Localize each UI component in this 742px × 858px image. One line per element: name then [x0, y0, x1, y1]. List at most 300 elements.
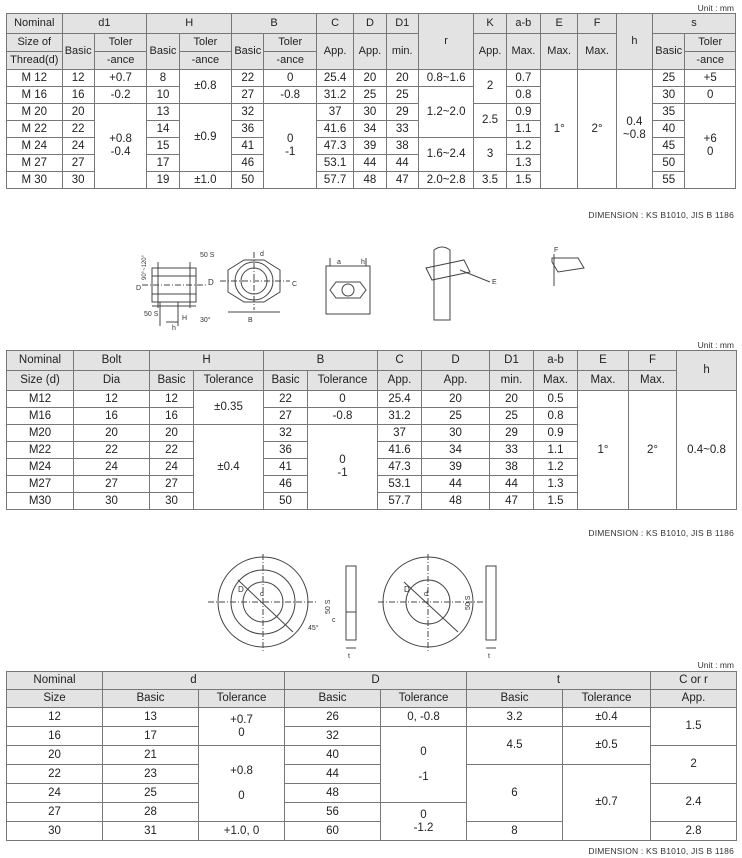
cell-D: 44 — [354, 155, 386, 172]
cell-ab: 1.2 — [506, 138, 540, 155]
cell-H: 16 — [150, 408, 194, 425]
hdr-D: D — [285, 672, 467, 690]
B-tol-minus: -1 — [285, 146, 296, 158]
cell-size: M20 — [7, 425, 74, 442]
hdr-max: Max. — [541, 34, 578, 70]
cell-size: M 27 — [7, 155, 63, 172]
cell-size: 24 — [7, 784, 103, 803]
fig2-label-c: c — [332, 617, 336, 624]
hdr-app: App. — [354, 34, 386, 70]
hdr-app: App. — [422, 371, 490, 391]
washer-drawings — [208, 552, 528, 662]
cell-d-tol: +1.0, 0 — [199, 822, 285, 841]
cell-t-tol: ±0.4 — [563, 708, 651, 727]
washer2-side-view — [486, 566, 496, 648]
cell-B-tol: 0 — [308, 391, 378, 408]
cell-ab: 1.3 — [534, 476, 578, 493]
hdr-F: F — [578, 14, 616, 34]
fig1-label-50s: 50 S — [200, 252, 215, 259]
cell-B: 36 — [232, 121, 264, 138]
cell-d1: 27 — [62, 155, 94, 172]
hdr-tolerance: Tolerance — [199, 690, 285, 708]
hdr-nominal: Nominal — [7, 351, 74, 371]
hdr-app: App. — [316, 34, 353, 70]
cell-C: 53.1 — [378, 476, 422, 493]
cell-B: 22 — [264, 391, 308, 408]
cell-F: 2° — [578, 70, 616, 189]
hdr-ance: -ance — [94, 52, 147, 70]
cell-h-line1: 0.4 — [626, 116, 643, 129]
cell-C: 47.3 — [378, 459, 422, 476]
cell-H-tol: ±0.9 — [179, 104, 232, 172]
cell-B-tol: 0 — [264, 70, 317, 87]
cell-D: 60 — [285, 822, 381, 841]
fig2-label-d2: d — [424, 591, 428, 598]
washer1-front-view — [208, 554, 318, 652]
cell-ab: 0.8 — [534, 408, 578, 425]
cell-B: 50 — [264, 493, 308, 510]
cell-ab: 1.3 — [506, 155, 540, 172]
cell-D1: 33 — [386, 121, 418, 138]
nut-ab-view — [326, 258, 370, 314]
cell-s-tol: 0 — [685, 87, 736, 104]
hdr-C: C — [378, 351, 422, 371]
cell-H: 14 — [147, 121, 179, 138]
hdr-basic: Basic — [264, 371, 308, 391]
cell-B: 50 — [232, 172, 264, 189]
hdr-B: B — [264, 351, 378, 371]
hdr-size: Size — [7, 690, 103, 708]
cell-c: 1.5 — [651, 708, 737, 746]
cell-D: 44 — [422, 476, 490, 493]
hdr-ab: a-b — [534, 351, 578, 371]
cell-c: 2 — [651, 746, 737, 784]
fig1-label-B: B — [248, 317, 253, 324]
cell-B: 27 — [232, 87, 264, 104]
hdr-tolerance: Tolerance — [381, 690, 467, 708]
hdr-app: App. — [474, 34, 506, 70]
cell-D: 20 — [422, 391, 490, 408]
cell-d: 21 — [103, 746, 199, 765]
hdr-basic: Basic — [147, 34, 179, 70]
hdr-toler: Toler — [179, 34, 232, 52]
hdr-basic: Basic — [150, 371, 194, 391]
cell-ab: 1.1 — [534, 442, 578, 459]
cell-B: 22 — [232, 70, 264, 87]
cell-size: 27 — [7, 803, 103, 822]
cell-d1: 24 — [62, 138, 94, 155]
B-tol-zero: 0 — [286, 133, 294, 146]
cell-C: 57.7 — [378, 493, 422, 510]
cell-h: 0.4~0.8 — [677, 391, 737, 510]
washer-table — [6, 671, 737, 841]
cell-d1-tol: +0.7 — [94, 70, 147, 87]
cell-C: 31.2 — [316, 87, 353, 104]
cell-D: 25 — [354, 87, 386, 104]
cell-D: 30 — [354, 104, 386, 121]
bolt-with-nut-view — [426, 247, 490, 320]
cell-c: 2.4 — [651, 784, 737, 822]
cell-D: 44 — [285, 765, 381, 784]
cell-B: 46 — [264, 476, 308, 493]
cell-B-tol — [264, 104, 317, 189]
cell-B: 36 — [264, 442, 308, 459]
hex-nut-drawings — [130, 240, 610, 330]
hdr-nominal: Nominal — [7, 672, 103, 690]
fig2-label-50s-b: 50 S — [465, 595, 472, 610]
hdr-thread: Thread(d) — [7, 52, 63, 70]
D-tol-zero: 0 — [420, 745, 427, 758]
cell-ab: 1.1 — [506, 121, 540, 138]
cell-E: 1° — [578, 391, 629, 510]
hdr-H: H — [147, 14, 232, 34]
hex-nut-style2-table — [6, 350, 737, 510]
cell-ab: 1.5 — [534, 493, 578, 510]
cell-D1: 25 — [386, 87, 418, 104]
cell-B: 41 — [264, 459, 308, 476]
cell-D1: 44 — [490, 476, 534, 493]
hdr-h: h — [677, 351, 737, 391]
hdr-d1: d1 — [62, 14, 147, 34]
hdr-basic: Basic — [285, 690, 381, 708]
cell-D1: 47 — [386, 172, 418, 189]
unit-label: Unit : mm — [697, 3, 734, 13]
cell-d1: 12 — [62, 70, 94, 87]
cell-D: 32 — [285, 727, 381, 746]
fig1-label-F: F — [554, 247, 559, 254]
cell-size: M12 — [7, 391, 74, 408]
cell-size: 12 — [7, 708, 103, 727]
cell-C: 37 — [316, 104, 353, 121]
cell-size: M 12 — [7, 70, 63, 87]
cell-size: M 16 — [7, 87, 63, 104]
cell-H: 17 — [147, 155, 179, 172]
cell-H: 12 — [150, 391, 194, 408]
cell-d-tol — [199, 708, 285, 746]
cell-d1-tol: -0.2 — [94, 87, 147, 104]
cell-d: 13 — [103, 708, 199, 727]
cell-B: 32 — [264, 425, 308, 442]
hdr-ance: -ance — [685, 52, 736, 70]
cell-size: M16 — [7, 408, 74, 425]
cell-t: 8 — [467, 822, 563, 841]
cell-K: 3.5 — [474, 172, 506, 189]
s-tol-zero: 0 — [706, 146, 714, 158]
nut-top-view — [220, 252, 290, 312]
cell-D: 30 — [422, 425, 490, 442]
cell-D1: 25 — [490, 408, 534, 425]
cell-d: 25 — [103, 784, 199, 803]
cell-h — [616, 70, 652, 189]
fig2-label-D: D — [238, 585, 244, 594]
cell-D1: 38 — [490, 459, 534, 476]
cell-C: 41.6 — [316, 121, 353, 138]
cell-ab: 0.9 — [506, 104, 540, 121]
cell-H: 27 — [150, 476, 194, 493]
hdr-ance: -ance — [179, 52, 232, 70]
d-tol-zero: 0 — [238, 789, 245, 802]
hdr-E: E — [578, 351, 629, 371]
cell-ab: 0.7 — [506, 70, 540, 87]
cell-H: 20 — [150, 425, 194, 442]
cell-D1: 29 — [386, 104, 418, 121]
cell-D1: 38 — [386, 138, 418, 155]
hdr-D1: D1 — [490, 351, 534, 371]
cell-d: 31 — [103, 822, 199, 841]
cell-s: 35 — [653, 104, 685, 121]
cell-C: 25.4 — [316, 70, 353, 87]
hdr-D: D — [422, 351, 490, 371]
d-tol-zero: 0 — [238, 726, 245, 739]
cell-H-tol: ±0.35 — [194, 391, 264, 425]
cell-D: 48 — [422, 493, 490, 510]
cell-H: 15 — [147, 138, 179, 155]
cell-bolt: 20 — [74, 425, 150, 442]
cell-D: 34 — [354, 121, 386, 138]
cell-bolt: 24 — [74, 459, 150, 476]
hdr-t: t — [467, 672, 651, 690]
cell-D-tol — [381, 727, 467, 803]
cell-H: 24 — [150, 459, 194, 476]
cell-s-tol: +5 — [685, 70, 736, 87]
hdr-ance: -ance — [264, 52, 317, 70]
cell-r: 2.0~2.8 — [418, 172, 474, 189]
cell-size: 30 — [7, 822, 103, 841]
cell-D1: 29 — [490, 425, 534, 442]
fig2-label-angle: 45° — [308, 625, 319, 632]
fig2-label-50s: 50 S — [325, 599, 332, 614]
cell-H-tol: ±1.0 — [179, 172, 232, 189]
cell-B-tol — [308, 425, 378, 510]
cell-t: 6 — [467, 765, 563, 822]
d-tol-plus: +0.7 — [230, 713, 253, 726]
hdr-basic: Basic — [103, 690, 199, 708]
cell-s: 45 — [653, 138, 685, 155]
hdr-basic: Basic — [653, 34, 685, 70]
cell-D1: 44 — [386, 155, 418, 172]
s-tol-plus: +6 — [703, 133, 717, 146]
fig2-label-t2: t — [488, 653, 490, 660]
hdr-toler: Toler — [94, 34, 147, 52]
fig1-label-D: D — [208, 278, 214, 287]
cell-B: 41 — [232, 138, 264, 155]
cell-C: 53.1 — [316, 155, 353, 172]
cell-D: 56 — [285, 803, 381, 822]
hdr-max: Max. — [578, 34, 616, 70]
cell-size: 20 — [7, 746, 103, 765]
cell-D: 26 — [285, 708, 381, 727]
dimension-note: DIMENSION : KS B1010, JIS B 1186 — [588, 846, 734, 856]
hdr-D: D — [354, 14, 386, 34]
d1-tol-minus: -0.4 — [110, 146, 131, 158]
cell-t-tol: ±0.5 — [563, 727, 651, 765]
cell-s-tol — [685, 104, 736, 189]
cell-size: M 22 — [7, 121, 63, 138]
cell-size: M22 — [7, 442, 74, 459]
cell-d: 23 — [103, 765, 199, 784]
cell-d1: 20 — [62, 104, 94, 121]
cell-C: 41.6 — [378, 442, 422, 459]
hdr-c-or-r: C or r — [651, 672, 737, 690]
cell-D1: 20 — [490, 391, 534, 408]
cell-size: M 20 — [7, 104, 63, 121]
unit-label: Unit : mm — [697, 660, 734, 670]
cell-size: M24 — [7, 459, 74, 476]
cell-B-tol: -0.8 — [308, 408, 378, 425]
cell-size: M 30 — [7, 172, 63, 189]
cell-H-tol: ±0.8 — [179, 70, 232, 104]
cell-D1: 33 — [490, 442, 534, 459]
fig2-label-D2: D — [404, 585, 410, 594]
cell-D: 39 — [422, 459, 490, 476]
cell-size: M27 — [7, 476, 74, 493]
d-tol-plus: +0.8 — [230, 764, 253, 777]
fig1-label-C: C — [292, 281, 298, 288]
cell-s: 30 — [653, 87, 685, 104]
cell-B-tol: -0.8 — [264, 87, 317, 104]
cell-K: 2 — [474, 70, 506, 104]
cell-r: 1.2~2.0 — [418, 87, 474, 138]
hdr-basic: Basic — [62, 34, 94, 70]
fig1-label-h: h — [172, 325, 176, 330]
hdr-min: min. — [490, 371, 534, 391]
fig1-label-a: a — [337, 259, 341, 266]
cell-C: 47.3 — [316, 138, 353, 155]
hdr-K: K — [474, 14, 506, 34]
hdr-d: d — [103, 672, 285, 690]
cell-r: 1.6~2.4 — [418, 138, 474, 172]
cell-D-tol: 0, -0.8 — [381, 708, 467, 727]
cell-c: 2.8 — [651, 822, 737, 841]
cell-K: 3 — [474, 138, 506, 172]
cell-D: 48 — [285, 784, 381, 803]
cell-s: 25 — [653, 70, 685, 87]
fig1-label-E: E — [492, 279, 497, 286]
hdr-tolerance: Tolerance — [308, 371, 378, 391]
cell-size: 22 — [7, 765, 103, 784]
fig2-label-d: d — [260, 591, 264, 598]
cell-H: 30 — [150, 493, 194, 510]
cell-d-tol — [199, 746, 285, 822]
cell-t: 4.5 — [467, 727, 563, 765]
cell-r: 0.8~1.6 — [418, 70, 474, 87]
cell-K: 2.5 — [474, 104, 506, 138]
cell-d1: 22 — [62, 121, 94, 138]
hdr-dia: Dia — [74, 371, 150, 391]
dimension-note: DIMENSION : KS B1010, JIS B 1186 — [588, 528, 734, 538]
B-tol-zero: 0 — [339, 454, 346, 467]
cell-D: 34 — [422, 442, 490, 459]
small-nut-view — [552, 254, 584, 286]
cell-D: 48 — [354, 172, 386, 189]
cell-s: 50 — [653, 155, 685, 172]
hdr-toler: Toler — [685, 34, 736, 52]
fig1-label-50s-b: 50 S — [144, 311, 159, 318]
cell-d1: 16 — [62, 87, 94, 104]
hdr-tolerance: Tolerance — [563, 690, 651, 708]
hex-nut-style1-table — [6, 13, 736, 189]
hdr-basic: Basic — [232, 34, 264, 70]
cell-C: 57.7 — [316, 172, 353, 189]
hdr-min: min. — [386, 34, 418, 70]
hdr-size-of: Size of — [7, 34, 63, 52]
cell-H: 22 — [150, 442, 194, 459]
hdr-r: r — [418, 14, 474, 70]
cell-D: 20 — [354, 70, 386, 87]
cell-D1: 47 — [490, 493, 534, 510]
hdr-max: Max. — [506, 34, 540, 70]
fig1-label-angle1: 90°~120° — [142, 255, 148, 280]
fig1-label-H: H — [182, 315, 188, 322]
cell-D-tol — [381, 803, 467, 841]
cell-D: 39 — [354, 138, 386, 155]
hdr-app: App. — [651, 690, 737, 708]
fig2-label-t: t — [348, 653, 350, 660]
D-tol-minus: -1.2 — [413, 821, 434, 834]
cell-F: 2° — [629, 391, 677, 510]
cell-B: 32 — [232, 104, 264, 121]
hdr-C: C — [316, 14, 353, 34]
cell-h-line2: ~0.8 — [623, 129, 646, 141]
cell-bolt: 22 — [74, 442, 150, 459]
hdr-B: B — [232, 14, 317, 34]
cell-H: 13 — [147, 104, 179, 121]
hdr-h: h — [616, 14, 652, 70]
cell-H: 8 — [147, 70, 179, 87]
hdr-max: Max. — [534, 371, 578, 391]
cell-D: 25 — [422, 408, 490, 425]
cell-s: 40 — [653, 121, 685, 138]
cell-d1: 30 — [62, 172, 94, 189]
cell-ab: 0.9 — [534, 425, 578, 442]
fig1-label-D1: D — [136, 285, 142, 292]
hdr-bolt: Bolt — [74, 351, 150, 371]
D-tol-zero: 0 — [420, 808, 427, 821]
cell-t: 3.2 — [467, 708, 563, 727]
hdr-size: Size (d) — [7, 371, 74, 391]
washer1-side-view — [346, 566, 356, 648]
cell-ab: 1.2 — [534, 459, 578, 476]
fig1-label-h2: h — [361, 259, 365, 266]
cell-E: 1° — [541, 70, 578, 189]
B-tol-minus: -1 — [337, 467, 348, 479]
cell-C: 25.4 — [378, 391, 422, 408]
hdr-max: Max. — [578, 371, 629, 391]
cell-size: 16 — [7, 727, 103, 746]
cell-bolt: 27 — [74, 476, 150, 493]
cell-size: M 24 — [7, 138, 63, 155]
hdr-E: E — [541, 14, 578, 34]
cell-bolt: 30 — [74, 493, 150, 510]
dimension-note: DIMENSION : KS B1010, JIS B 1186 — [588, 210, 734, 220]
hdr-basic: Basic — [467, 690, 563, 708]
cell-t-tol: ±0.7 — [563, 765, 651, 841]
hdr-toler: Toler — [264, 34, 317, 52]
cell-D1: 20 — [386, 70, 418, 87]
hdr-tolerance: Tolerance — [194, 371, 264, 391]
cell-H-tol: ±0.4 — [194, 425, 264, 510]
cell-B: 46 — [232, 155, 264, 172]
fig1-label-angle2: 30° — [200, 317, 211, 324]
cell-size: M30 — [7, 493, 74, 510]
cell-ab: 0.8 — [506, 87, 540, 104]
cell-d: 28 — [103, 803, 199, 822]
cell-H: 19 — [147, 172, 179, 189]
cell-B: 27 — [264, 408, 308, 425]
cell-ab: 0.5 — [534, 391, 578, 408]
cell-ab: 1.5 — [506, 172, 540, 189]
hdr-ab: a-b — [506, 14, 540, 34]
